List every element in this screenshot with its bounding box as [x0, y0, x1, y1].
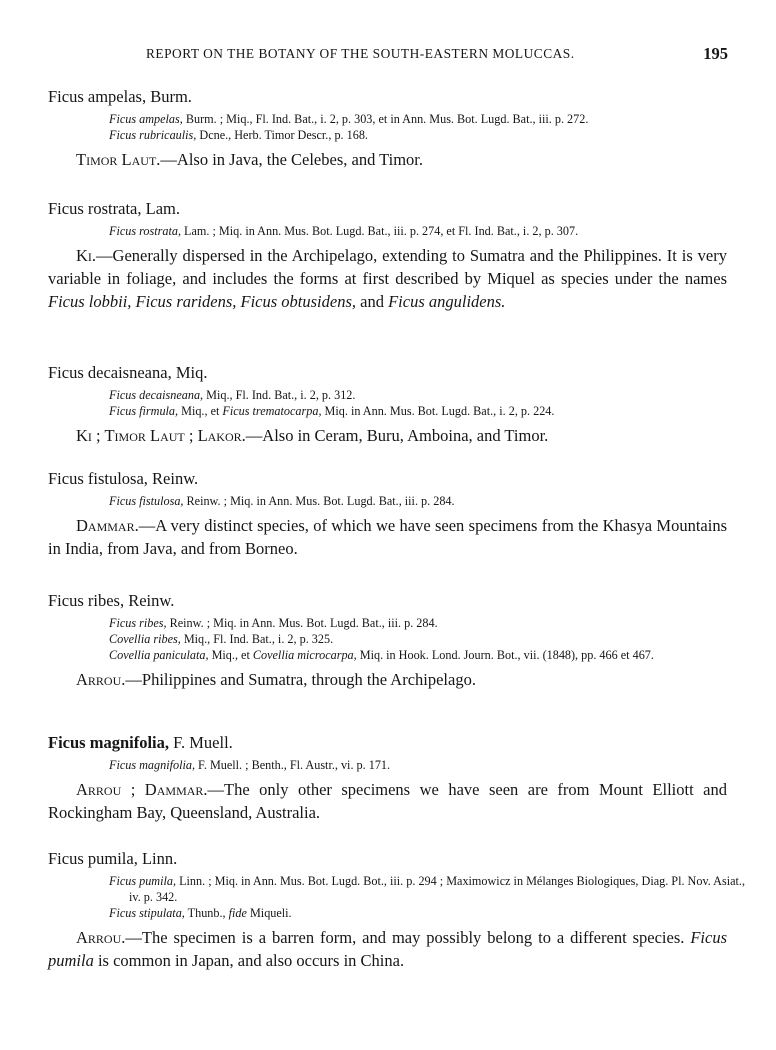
species-authority: Linn.	[141, 849, 178, 868]
species-authority: Burm.	[150, 87, 192, 106]
species-heading	[48, 86, 776, 108]
locality: Arrou.	[76, 670, 126, 689]
locality: Timor Laut.	[76, 150, 161, 169]
species-name: Ficus rostrata,	[48, 199, 142, 218]
reference-line: Ficus decaisneana, Miq., Fl. Ind. Bat., i. 2, p. 312.	[109, 388, 356, 402]
species-heading	[48, 198, 776, 220]
distribution-note: Ki ; Timor Laut ; Lakor.—Also in Ceram, Buru, Amboina, and Timor.	[76, 426, 549, 445]
species-heading	[48, 468, 776, 490]
reference-line: Covellia paniculata, Miq., et Covellia microcarpa, Miq. in Hook. Lond. Journ. Bot., vii. (1848), pp. 466 et 467.	[109, 648, 654, 662]
reference-line: Ficus stipulata, Thunb., fide Miqueli.	[109, 906, 292, 920]
locality: Arrou ; Dammar.	[76, 780, 208, 799]
reference-line: Ficus fistulosa, Reinw. ; Miq. in Ann. Mus. Bot. Lugd. Bat., iii. p. 284.	[109, 494, 455, 508]
species-heading	[48, 590, 776, 612]
reference-line: Ficus rostrata, Lam. ; Miq. in Ann. Mus. Bot. Lugd. Bat., iii. p. 274, et Fl. Ind. Bat., i. 2, p. 307.	[109, 224, 579, 238]
reference-line: Ficus ampelas, Burm. ; Miq., Fl. Ind. Bat., i. 2, p. 303, et in Ann. Mus. Bot. Lugd. Bat., iii. p. 272.	[109, 112, 589, 126]
species-name: Ficus ribes,	[48, 591, 125, 610]
distribution-note: Timor Laut.—Also in Java, the Celebes, and Timor.	[76, 150, 424, 169]
page-number: 195	[703, 44, 728, 63]
references	[109, 387, 776, 419]
reference-line: Ficus firmula, Miq., et Ficus trematocarpa, Miq. in Ann. Mus. Bot. Lugd. Bat., i. 2, p. 224.	[109, 404, 555, 418]
distribution-note: Arrou ; Dammar.—The only other specimens we have seen are from Mount Elliott and Rockingham Bay, Queensland, Australia.	[48, 780, 727, 822]
references	[109, 111, 776, 143]
entry-ficus-ribes	[0, 590, 776, 691]
species-authority: Reinw.	[152, 469, 199, 488]
distribution-note: Dammar.—A very distinct species, of which we have seen specimens from the Khasya Mountains in India, from Java, and from Borneo.	[48, 516, 727, 558]
reference-line: Ficus magnifolia, F. Muell. ; Benth., Fl. Austr., vi. p. 171.	[109, 758, 391, 772]
entry-ficus-rostrata	[0, 198, 776, 313]
distribution-note: Arrou.—Philippines and Sumatra, through the Archipelago.	[76, 670, 476, 689]
references	[109, 757, 776, 773]
page-header	[0, 46, 776, 66]
distribution-note: Arrou.—The specimen is a barren form, and may possibly belong to a different species. Ficus pumila is common in Japan, and also occurs in China.	[48, 928, 727, 970]
species-authority: Reinw.	[128, 591, 175, 610]
locality: Dammar.	[76, 516, 139, 535]
references	[109, 873, 776, 921]
species-heading	[48, 732, 776, 754]
entry-ficus-magnifolia	[0, 732, 776, 824]
species-name: Ficus magnifolia,	[48, 733, 170, 752]
species-name: Ficus pumila,	[48, 849, 138, 868]
species-authority: Lam.	[145, 199, 180, 218]
species-authority: F. Muell.	[173, 733, 233, 752]
running-title: REPORT ON THE BOTANY OF THE SOUTH-EASTERN MOLUCCAS.	[146, 46, 575, 61]
species-heading	[48, 362, 776, 384]
entry-ficus-fistulosa	[0, 468, 776, 560]
reference-line: Ficus pumila, Linn. ; Miq. in Ann. Mus. Bot. Lugd. Bot., iii. p. 294 ; Maximowicz in Mélanges Biologiques, Diag. Pl. Nov. Asiat., iv. p. 342.	[109, 874, 745, 904]
species-name: Ficus fistulosa,	[48, 469, 148, 488]
species-authority: Miq.	[175, 363, 208, 382]
references	[109, 615, 776, 663]
references	[109, 493, 776, 509]
entry-ficus-decaisneana	[0, 362, 776, 447]
locality: Ki.	[76, 246, 97, 265]
species-heading	[48, 848, 776, 870]
species-name: Ficus decaisneana,	[48, 363, 172, 382]
reference-line: Ficus ribes, Reinw. ; Miq. in Ann. Mus. Bot. Lugd. Bat., iii. p. 284.	[109, 616, 438, 630]
species-name: Ficus ampelas,	[48, 87, 147, 106]
reference-line: Covellia ribes, Miq., Fl. Ind. Bat., i. 2, p. 325.	[109, 632, 334, 646]
locality: Ki ; Timor Laut ; Lakor.	[76, 426, 246, 445]
reference-line: Ficus rubricaulis, Dcne., Herb. Timor Descr., p. 168.	[109, 128, 368, 142]
entry-ficus-ampelas	[0, 86, 776, 171]
distribution-note: Ki.—Generally dispersed in the Archipelago, extending to Sumatra and the Philippines. It is very variable in foliage, and includes the forms at first described by Miquel as species under the names Ficus lobbii, Ficus raridens, Ficus obtusidens, and Ficus angulidens.	[48, 246, 727, 311]
entry-ficus-pumila	[0, 848, 776, 972]
references	[109, 223, 776, 239]
locality: Arrou.	[76, 928, 126, 947]
